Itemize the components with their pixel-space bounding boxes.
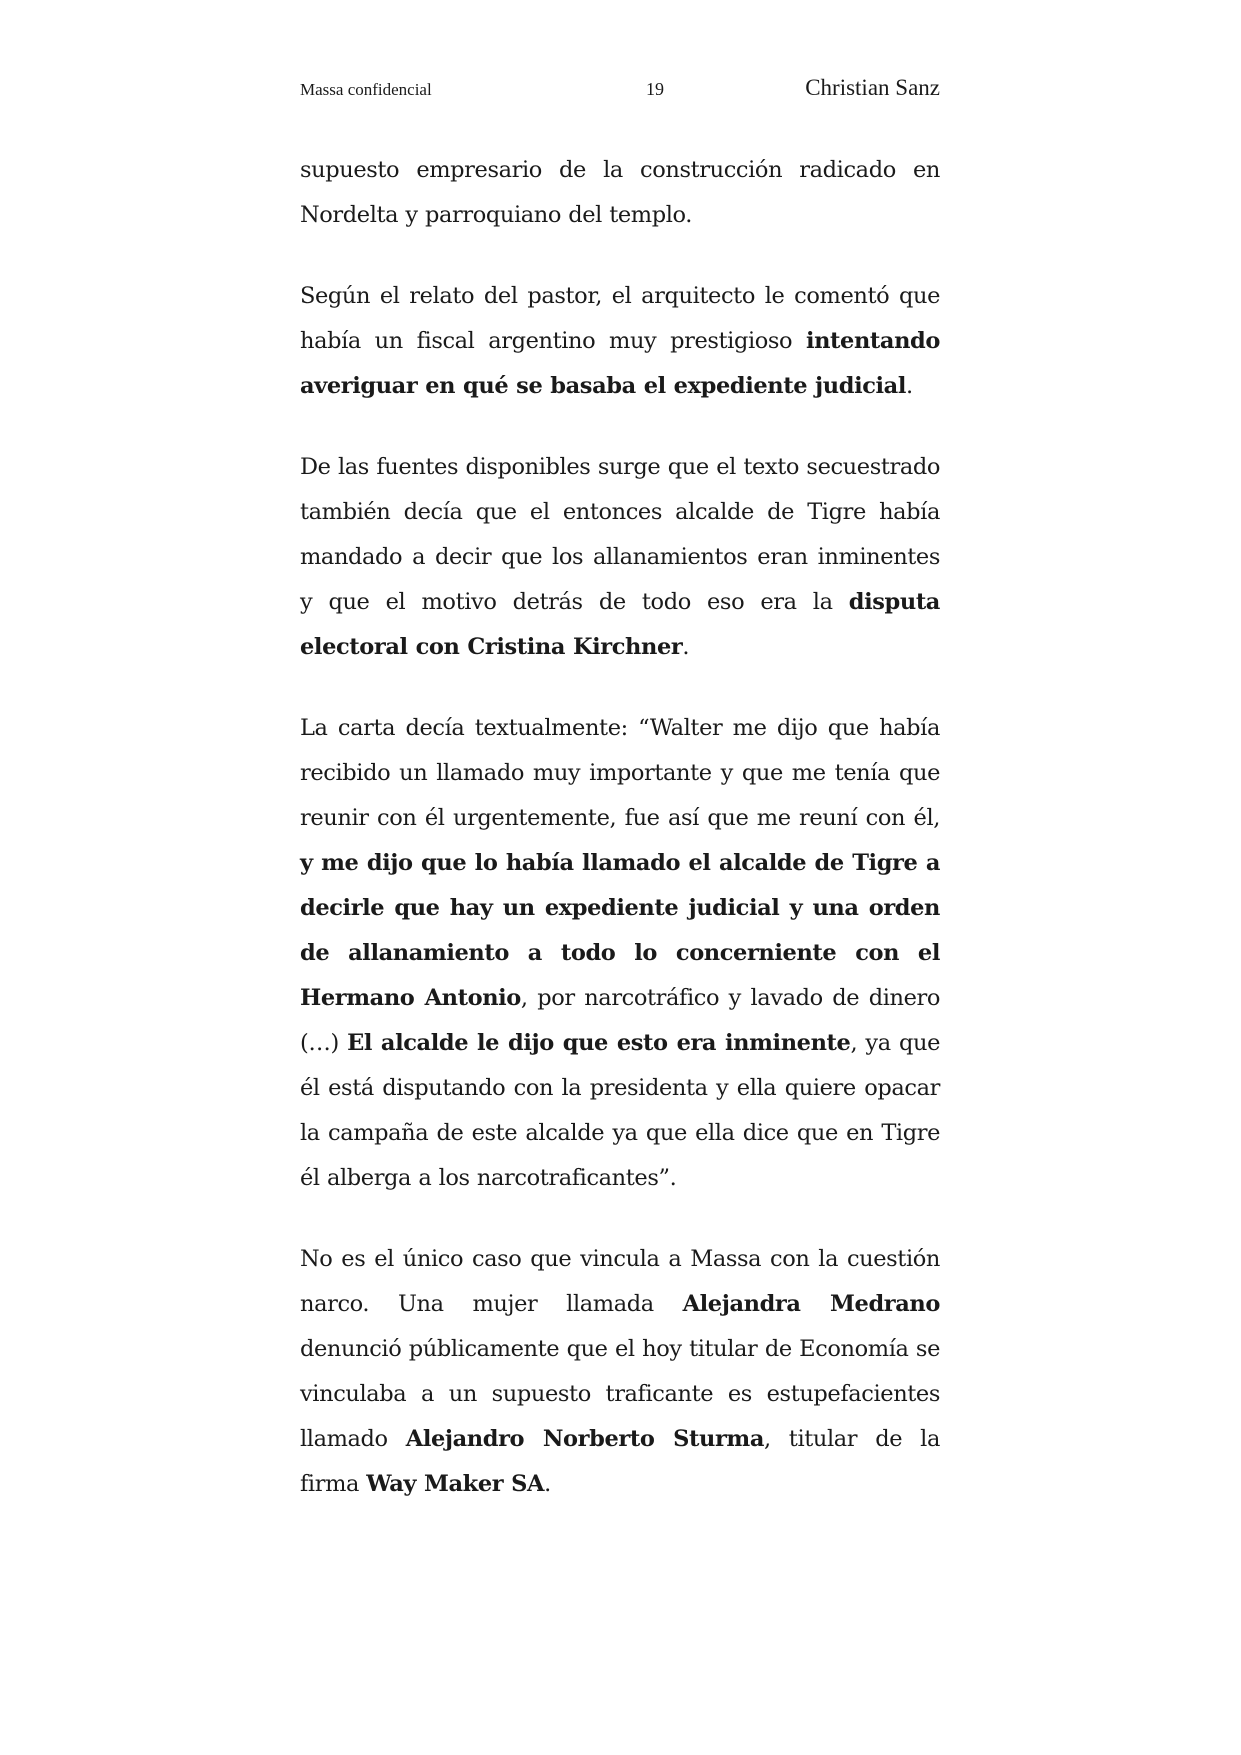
text-run: , titular de la firma xyxy=(300,1426,940,1497)
text-run: , por narcotráfico y lavado de dinero (…) xyxy=(300,985,940,1056)
bold-text-run: disputa electoral con Cristina Kirchner xyxy=(300,589,940,660)
bold-text-run: Way Maker SA xyxy=(366,1471,545,1497)
paragraph xyxy=(300,148,940,238)
bold-text-run: y me dijo que lo había llamado el alcalde de Tigre a decirle que hay un expediente judicial y una orden de allanamiento a todo lo concerniente con el Hermano Antonio xyxy=(300,850,940,1011)
page-body xyxy=(300,148,940,1543)
text-run: La carta decía textualmente: “Walter me dijo que había recibido un llamado muy importante y que me tenía que reunir con él urgentemente, fue así que me reuní con él, xyxy=(300,715,940,831)
text-run: . xyxy=(682,634,690,660)
text-run: supuesto empresario de la construcción radicado en Nordelta y parroquiano del templo. xyxy=(300,157,940,228)
text-run: denunció públicamente que el hoy titular de Economía se vinculaba a un supuesto traficante es estupefacientes llamado xyxy=(300,1336,940,1452)
paragraph xyxy=(300,1237,940,1507)
text-run: , ya que él está disputando con la presidenta y ella quiere opacar la campaña de este alcalde ya que ella dice que en Tigre él alberga a los narcotraficantes”. xyxy=(300,1030,940,1191)
text-run: Según el relato del pastor, el arquitecto le comentó que había un fiscal argentino muy prestigioso xyxy=(300,283,940,354)
page-header xyxy=(300,66,940,106)
header-author: Christian Sanz xyxy=(805,75,940,100)
text-run: De las fuentes disponibles surge que el texto secuestrado también decía que el entonces alcalde de Tigre había mandado a decir que los allanamientos eran inminentes y que el motivo detrás de todo eso era la xyxy=(300,454,940,615)
header-book-title: Massa confidencial xyxy=(300,80,432,99)
text-run: No es el único caso que vincula a Massa con la cuestión narco. Una mujer llamada xyxy=(300,1246,940,1317)
bold-text-run: Alejandra Medrano xyxy=(682,1291,940,1317)
text-run: . xyxy=(906,373,913,399)
bold-text-run: El alcalde le dijo que esto era inminente xyxy=(347,1030,851,1056)
paragraph xyxy=(300,445,940,670)
header-page-number: 19 xyxy=(646,79,664,99)
paragraph xyxy=(300,706,940,1201)
bold-text-run: Alejandro Norberto Sturma xyxy=(405,1426,764,1452)
bold-text-run: intentando averiguar en qué se basaba el expediente judicial xyxy=(300,328,940,399)
text-run: . xyxy=(544,1471,551,1497)
paragraph xyxy=(300,274,940,409)
